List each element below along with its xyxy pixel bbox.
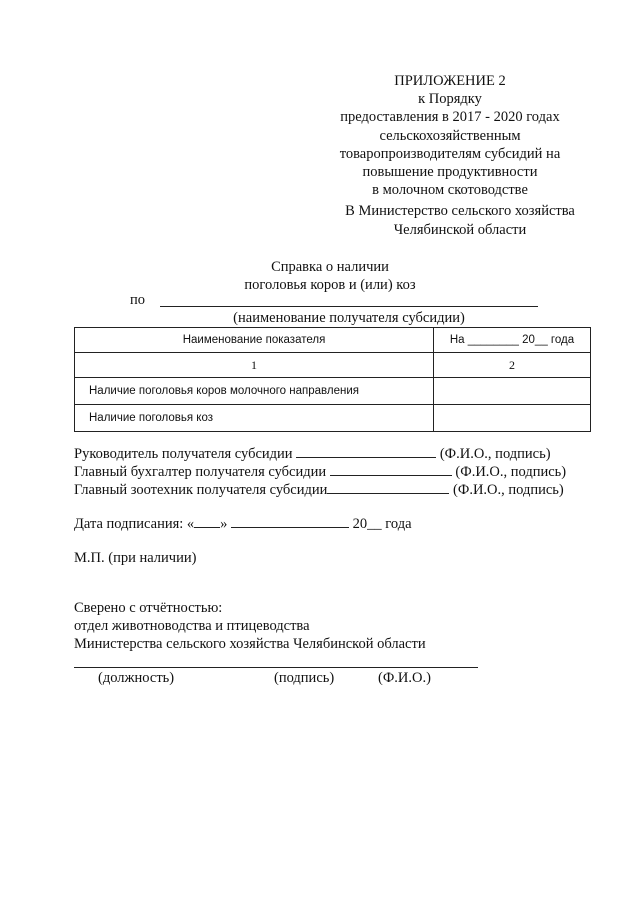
signature-label: Руководитель получателя субсидии: [74, 446, 293, 462]
stamp-place: М.П. (при наличии): [74, 550, 197, 566]
title-line: поголовья коров и (или) коз: [244, 277, 416, 293]
annex-line: сельскохозяйственным: [379, 127, 521, 144]
signing-date: [74, 514, 412, 533]
signature-label: Главный зоотехник получателя субсидии: [74, 482, 328, 498]
recipient-caption: (наименование получателя субсидии): [233, 310, 465, 326]
signature-suffix: (Ф.И.О., подпись): [453, 482, 564, 498]
table-row: [75, 378, 591, 405]
row-label: Наличие поголовья коз: [75, 405, 434, 432]
signature-field[interactable]: [327, 480, 449, 494]
date-mid: »: [220, 516, 228, 532]
signature-label: Главный бухгалтер получателя субсидии: [74, 464, 327, 480]
caption-signature: (подпись): [274, 670, 335, 686]
signature-field[interactable]: [330, 462, 452, 476]
recipient-field[interactable]: [160, 306, 538, 307]
row-value-cell[interactable]: [434, 405, 591, 432]
caption-position: (должность): [98, 670, 175, 686]
document-title: [150, 258, 510, 294]
verified-line: отдел животноводства и птицеводства: [74, 618, 310, 634]
table-row: [75, 405, 591, 432]
column-number: 1: [75, 353, 434, 378]
date-day-field[interactable]: [194, 514, 220, 528]
annex-line: ПРИЛОЖЕНИЕ 2: [394, 73, 506, 89]
signature-suffix: (Ф.И.О., подпись): [455, 464, 567, 480]
header-date: На ________ 20__ года: [434, 328, 591, 353]
column-number: 2: [434, 353, 591, 378]
date-label: Дата подписания: «: [74, 516, 195, 532]
annex-line: к Порядку: [418, 91, 482, 108]
signature-line-accountant: [74, 462, 566, 481]
signature-line-head: [74, 444, 551, 463]
addressee-line: Челябинской области: [393, 221, 527, 238]
addressee: [320, 202, 600, 239]
table-header-row: [75, 328, 591, 353]
livestock-table: [74, 327, 591, 432]
signature-line-zootechnician: [74, 480, 564, 499]
date-month-field[interactable]: [231, 514, 349, 528]
table-number-row: [75, 353, 591, 378]
recipient-prefix: по: [130, 292, 146, 308]
annex-heading: [300, 72, 600, 199]
verified-line: Сверено с отчётностью:: [74, 600, 223, 616]
annex-line: повышение продуктивности: [362, 164, 538, 181]
annex-line: предоставления в 2017 - 2020 годах: [340, 109, 560, 126]
date-year: 20__ года: [352, 516, 412, 532]
row-value-cell[interactable]: [434, 378, 591, 405]
caption-name: (Ф.И.О.): [378, 670, 431, 686]
verifier-signature-field[interactable]: [74, 667, 478, 668]
title-line: Справка о наличии: [271, 259, 389, 275]
row-label: Наличие поголовья коров молочного направления: [75, 378, 434, 405]
header-indicator: Наименование показателя: [75, 328, 434, 353]
signature-suffix: (Ф.И.О., подпись): [439, 446, 551, 462]
verified-line: Министерства сельского хозяйства Челябинской области: [74, 636, 426, 652]
annex-line: в молочном скотоводстве: [372, 182, 528, 199]
signature-field[interactable]: [296, 444, 436, 458]
addressee-line: В Министерство сельского хозяйства: [345, 203, 575, 219]
annex-line: товаропроизводителям субсидий на: [339, 145, 561, 162]
